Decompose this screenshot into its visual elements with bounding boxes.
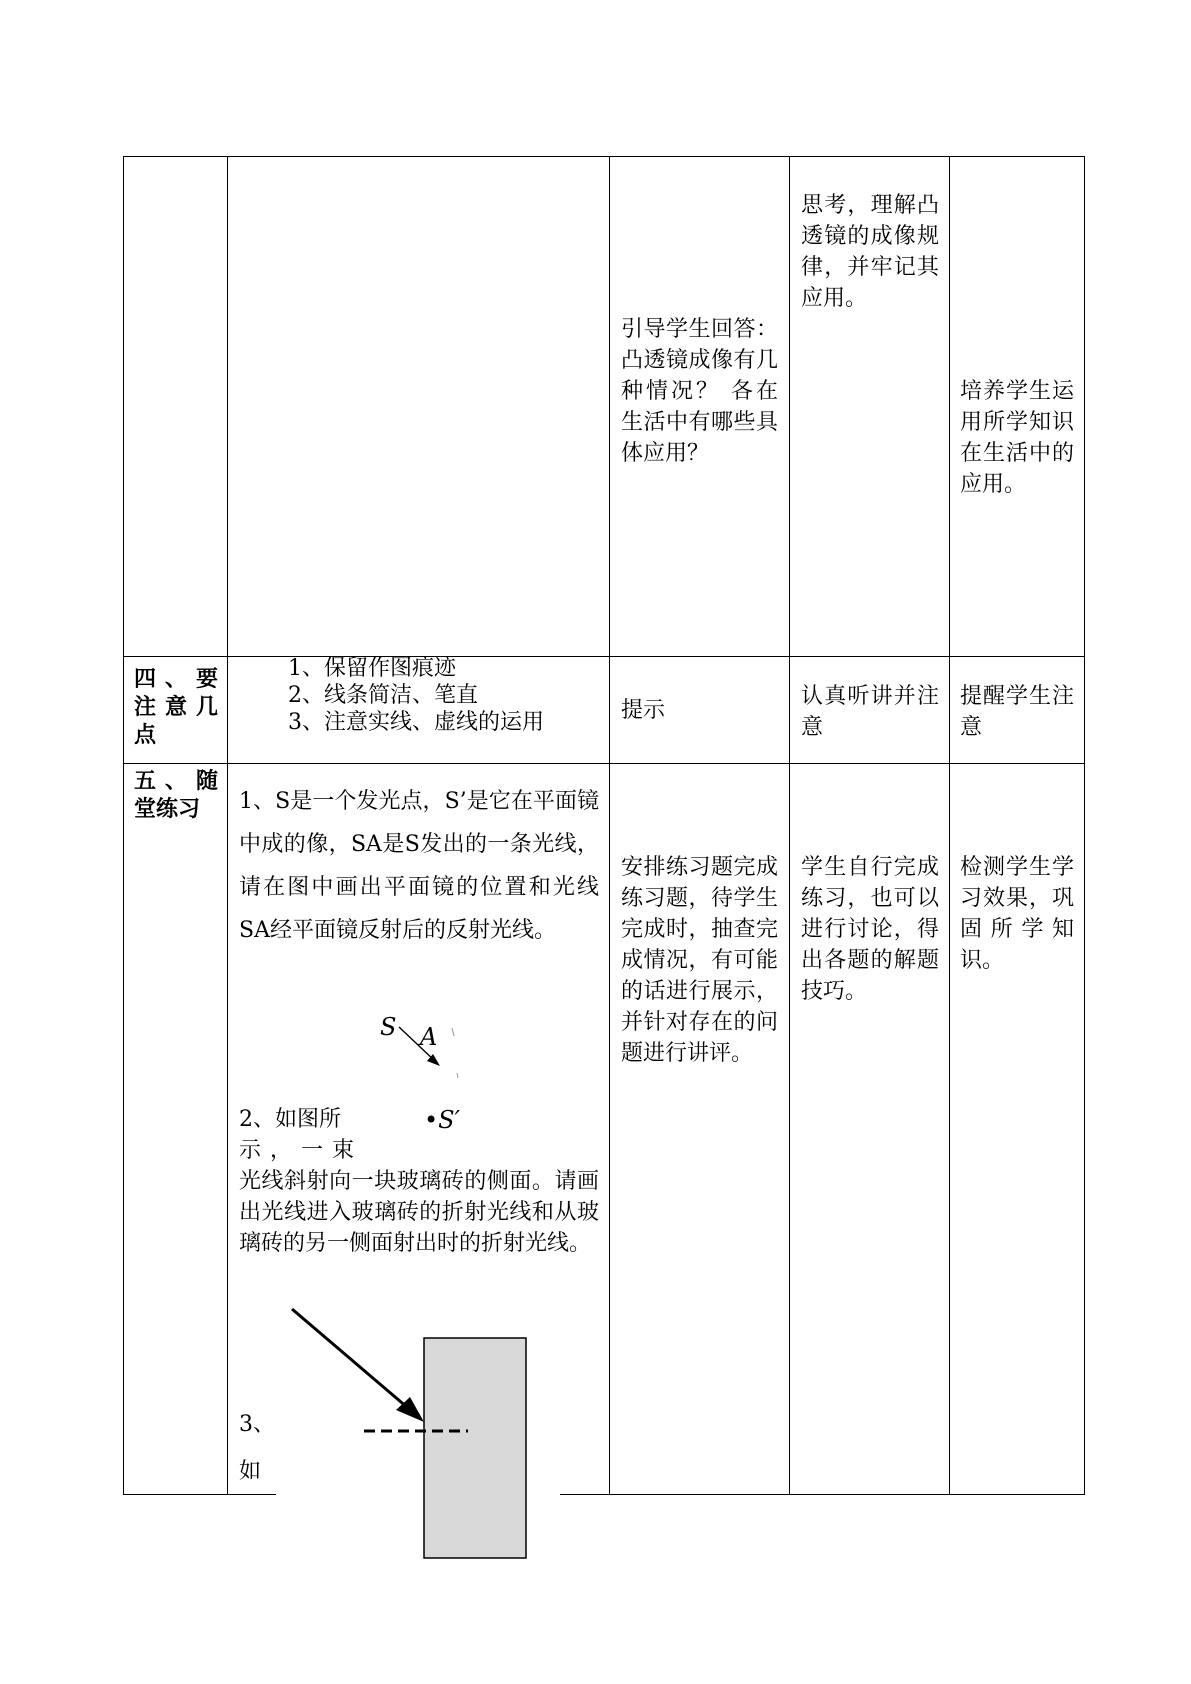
- question-3-prefix: 3、: [239, 1412, 275, 1437]
- table-bottom-border-right: [560, 1494, 1085, 1495]
- row4-teacher-activity: 提示: [621, 698, 666, 723]
- row5-student-activity: 学生自行完成练习，也可以进行讨论，得出各题的解题技巧。: [801, 855, 939, 1004]
- figure-1-label-a: A: [420, 1023, 438, 1051]
- column-border-4: [789, 156, 790, 1495]
- row5-teacher-activity: 安排练习题完成练习题，待学生完成时，抽查完成情况，有可能的话进行展示，并针对存在的问题进行讲评。: [621, 855, 778, 1066]
- column-border-5: [949, 156, 950, 1495]
- row4-design-intent: 提醒学生注意: [960, 684, 1074, 740]
- figure-2-glass-block: [290, 1305, 550, 1565]
- question-3-continued: 如: [239, 1459, 262, 1484]
- question-2-prefix-line2: 示，一束: [239, 1138, 364, 1163]
- figure-1-label-s: S: [380, 1013, 397, 1041]
- row4-label: 四、要注意几点: [134, 667, 218, 748]
- row4-item-2: 2、线条简洁、笔直: [288, 683, 478, 708]
- question-2-prefix-line1: 2、如图所: [239, 1107, 341, 1132]
- question-2-text: 光线斜射向一块玻璃砖的侧面。请画出光线进入玻璃砖的折射光线和从玻璃砖的另一侧面射出时的折射光线。: [239, 1169, 599, 1256]
- row-continued-student-activity: 思考，理解凸透镜的成像规律，并牢记其应用。: [801, 193, 939, 311]
- column-border-2: [227, 156, 228, 1495]
- table-bottom-border-left: [123, 1494, 276, 1495]
- row5-label: 五、随堂练习: [134, 769, 218, 822]
- row4-top-border: [123, 656, 1085, 657]
- column-border-3: [609, 156, 610, 1495]
- row-continued-teacher-activity: 引导学生回答：凸透镜成像有几种情况？ 各在生活中有哪些具体应用？: [621, 317, 778, 466]
- column-border-6: [1084, 156, 1085, 1495]
- row5-design-intent: 检测学生学习效果，巩固所学知识。: [960, 855, 1074, 973]
- row4-student-activity: 认真听讲并注意: [801, 684, 939, 740]
- question-1-text: 1、S是一个发光点，S’是它在平面镜中成的像，SA是S发出的一条光线，请在图中画出平面镜的位置和光线SA经平面镜反射后的反射光线。: [239, 789, 599, 943]
- column-border-1: [123, 156, 124, 1495]
- figure-1-label-s-prime: •S′: [424, 1106, 461, 1134]
- row4-item-3: 3、注意实线、虚线的运用: [288, 710, 544, 735]
- row4-item-1: 1、保留作图痕迹: [288, 656, 456, 681]
- table-top-border: [123, 156, 1085, 157]
- row-continued-design-intent: 培养学生运用所学知识在生活中的应用。: [960, 379, 1074, 497]
- row5-top-border: [123, 763, 1085, 764]
